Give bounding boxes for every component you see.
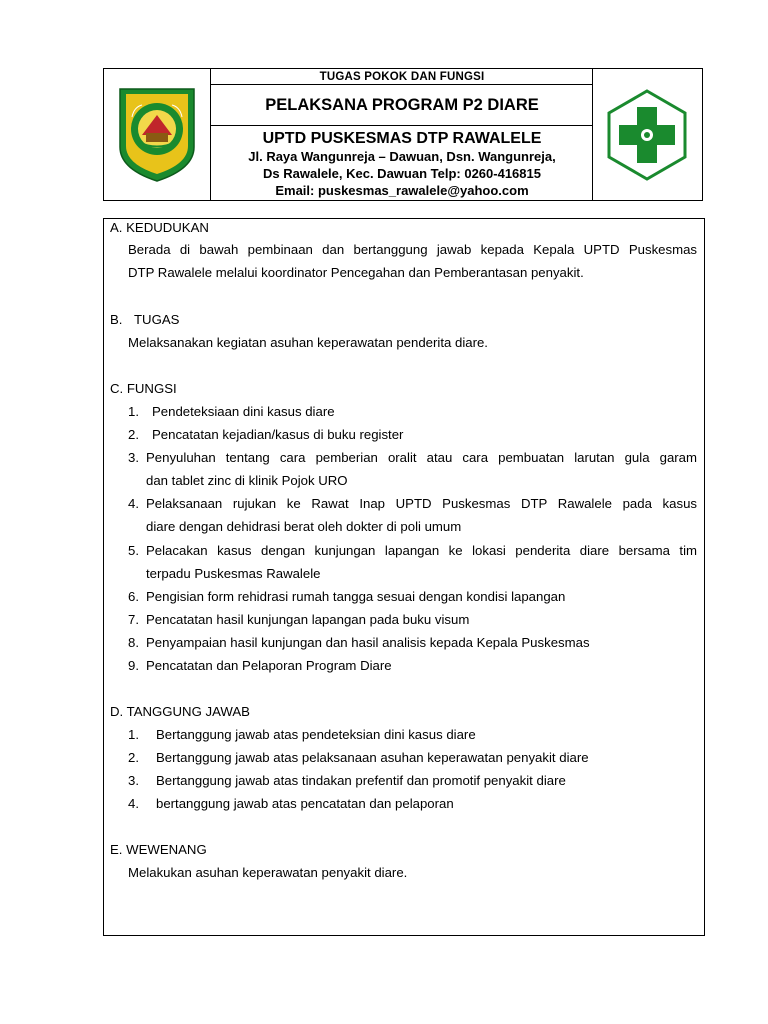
function-item-number: 2. — [128, 427, 139, 442]
organization-block — [211, 126, 593, 200]
organization-name: UPTD PUSKESMAS DTP RAWALELE — [262, 130, 542, 147]
email-line: Email: puskesmas_rawalele@yahoo.com — [275, 183, 529, 198]
function-item-text-cont: terpadu Puskesmas Rawalele — [146, 566, 321, 581]
responsibility-item-number: 3. — [128, 773, 139, 788]
function-item-number: 9. — [128, 658, 139, 673]
responsibility-item-text: Bertanggung jawab atas pelaksanaan asuhan keperawatan penyakit diare — [156, 750, 589, 765]
responsibility-item-number: 1. — [128, 727, 139, 742]
right-logo-cell — [592, 69, 702, 200]
function-item-text: Pencatatan dan Pelaporan Program Diare — [146, 658, 392, 673]
function-item-text: Pengisian form rehidrasi rumah tangga sesuai dengan kondisi lapangan — [146, 589, 566, 604]
address-line-2: Ds Rawalele, Kec. Dawuan Telp: 0260-416815 — [263, 166, 541, 181]
section-e-text: Melakukan asuhan keperawatan penyakit diare. — [128, 865, 408, 880]
section-a-paragraph-line-2: DTP Rawalele melalui koordinator Pencegahan dan Pemberantasan penyakit. — [128, 265, 584, 280]
responsibility-item-text: Bertanggung jawab atas tindakan prefentif dan promotif penyakit diare — [156, 773, 566, 788]
responsibility-item-number: 2. — [128, 750, 139, 765]
function-item-text: Pencatatan hasil kunjungan lapangan pada buku visum — [146, 612, 470, 627]
function-item-text: Pendeteksiaan dini kasus diare — [152, 404, 335, 419]
function-item-number: 3. — [128, 450, 139, 465]
function-item-number: 5. — [128, 543, 139, 558]
section-b-heading-label: TUGAS — [134, 312, 180, 327]
function-item-number: 7. — [128, 612, 139, 627]
function-item-number: 1. — [128, 404, 139, 419]
address-line-1: Jl. Raya Wangunreja – Dawuan, Dsn. Wangunreja, — [248, 149, 556, 164]
puskesmas-cross-icon — [593, 69, 702, 200]
section-d-heading: D. TANGGUNG JAWAB — [110, 704, 250, 719]
header-table — [103, 68, 703, 201]
section-a-heading: A. KEDUDUKAN — [110, 220, 209, 235]
function-item-text: Pencatatan kejadian/kasus di buku register — [152, 427, 404, 442]
header-center — [211, 69, 593, 200]
function-item-number: 6. — [128, 589, 139, 604]
section-a-paragraph-line-1: Berada di bawah pembinaan dan bertanggung jawab kepada Kepala UPTD Puskesmas — [128, 242, 697, 257]
function-item-text: Penyampaian hasil kunjungan dan hasil analisis kepada Kepala Puskesmas — [146, 635, 590, 650]
regency-emblem-icon — [104, 69, 210, 200]
function-item-text: Pelaksanaan rujukan ke Rawat Inap UPTD Puskesmas DTP Rawalele pada kasus — [146, 496, 697, 511]
document-title: PELAKSANA PROGRAM P2 DIARE — [211, 85, 593, 126]
function-item-text-cont: diare dengan dehidrasi berat oleh dokter di poli umum — [146, 519, 462, 534]
function-item-text: Pelacakan kasus dengan kunjungan lapangan ke lokasi penderita diare bersama tim — [146, 543, 697, 558]
function-item-number: 4. — [128, 496, 139, 511]
section-b-text: Melaksanakan kegiatan asuhan keperawatan penderita diare. — [128, 335, 488, 350]
section-c-heading: C. FUNGSI — [110, 381, 177, 396]
function-item-text: Penyuluhan tentang cara pemberian oralit atau cara pembuatan larutan gula garam — [146, 450, 697, 465]
function-item-number: 8. — [128, 635, 139, 650]
responsibility-item-number: 4. — [128, 796, 139, 811]
section-e-heading: E. WEWENANG — [110, 842, 207, 857]
responsibility-item-text: bertanggung jawab atas pencatatan dan pelaporan — [156, 796, 454, 811]
section-b-heading-letter: B. — [110, 312, 123, 327]
responsibility-item-text: Bertanggung jawab atas pendeteksian dini kasus diare — [156, 727, 476, 742]
left-logo-cell — [104, 69, 211, 200]
function-item-text-cont: dan tablet zinc di klinik Pojok URO — [146, 473, 348, 488]
document-subtitle: TUGAS POKOK DAN FUNGSI — [211, 69, 593, 85]
